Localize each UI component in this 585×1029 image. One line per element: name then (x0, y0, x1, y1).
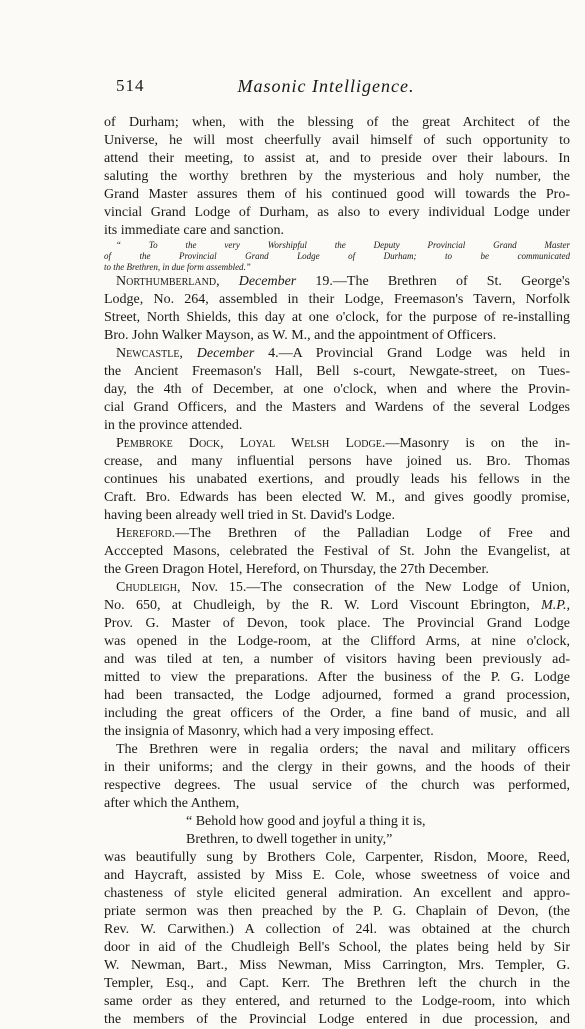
text-line (104, 957, 570, 975)
text-line (104, 741, 570, 759)
text-line (104, 669, 570, 687)
text-line (104, 1011, 570, 1029)
page-header (116, 76, 536, 98)
text-line (104, 543, 570, 561)
text-line (104, 705, 570, 723)
text-span: attend their meeting, to assist at, and to preside over their labours. In (104, 151, 570, 166)
text-span: W. Newman, Bart., Miss Newman, Miss Carrington, Mrs. Templer, G. (104, 958, 570, 973)
text-span: Universe, he will most cheerfully avail himself of such opportunity to (104, 133, 570, 148)
text-span: continues his unabated exertions, and proudly leads his fellows in the (104, 472, 570, 487)
text-span: Lodge, No. 264, assembled in their Lodge, Freemason's Tavern, Norfolk (104, 292, 570, 307)
text-line (104, 435, 570, 453)
text-span: Chudleigh, (116, 580, 181, 595)
text-span: Craft. Bro. Edwards has been elected W. M., and gives goodly promise, (104, 490, 570, 505)
text-line (104, 975, 570, 993)
text-line (104, 903, 570, 921)
text-span: Hereford. (116, 526, 176, 541)
text-span: cial Grand Officers, and the Masters and Wardens of the several Lodges (104, 400, 570, 415)
text-line (104, 327, 570, 345)
text-line (104, 240, 570, 251)
text-line (104, 399, 570, 417)
text-line (104, 651, 570, 669)
text-span: respective degrees. The usual service of the church was performed, (104, 778, 570, 793)
quote-line (104, 831, 570, 849)
quote-line (104, 813, 570, 831)
text-line (104, 921, 570, 939)
text-span: priate sermon was then preached by the P. G. Chaplain of Devon, (the (104, 904, 570, 919)
text-line (104, 597, 570, 615)
text-span: the insignia of Masonry, which had a very imposing effect. (104, 724, 434, 739)
text-span: Nov. 15.—The consecration of the New Lodge of Union, (180, 580, 570, 595)
text-line (104, 525, 570, 543)
text-span: day, the 4th of December, at one o'clock, when and where the Provin- (104, 382, 570, 397)
text-line (104, 150, 570, 168)
text-span: including the great officers of the Order, a fine band of music, and all (104, 706, 570, 721)
text-span: Prov. G. Master of Devon, took place. The Provincial Grand Lodge (104, 616, 570, 631)
text-span: crease, and many influential persons have joined us. Bro. Thomas (104, 454, 570, 469)
text-line (104, 309, 570, 327)
text-span: Pembroke Dock, Loyal Welsh Lodge. (116, 436, 386, 451)
text-line (104, 687, 570, 705)
text-line (104, 561, 570, 579)
text-line (104, 633, 570, 651)
text-span: 19.—The Brethren of St. George's (296, 274, 570, 289)
text-line (104, 363, 570, 381)
running-title: Masonic Intelligence. (237, 76, 415, 96)
text-line (104, 132, 570, 150)
text-line (104, 993, 570, 1011)
text-span: same order as they entered, and returned to the Lodge-room, into which (104, 994, 570, 1009)
text-line (104, 168, 570, 186)
text-line (104, 795, 570, 813)
text-line (104, 453, 570, 471)
text-line (104, 615, 570, 633)
text-span: mitted to view the preparations. After the business of the P. G. Lodge (104, 670, 570, 685)
text-span: Brethren, to dwell together in unity,” (186, 832, 393, 847)
text-span: No. 650, at Chudleigh, by the R. W. Lord Viscount Ebrington, (104, 598, 542, 613)
text-span: —Masonry is on the in- (385, 436, 571, 451)
page-number: 514 (116, 76, 145, 95)
text-span: had been transacted, the Lodge adjourned, formed a grand procession, (104, 688, 570, 703)
text-span: after which the Anthem, (104, 796, 240, 811)
text-span: the members of the Provincial Lodge entered in due procession, and (104, 1012, 570, 1027)
text-line (104, 867, 570, 885)
text-line (104, 291, 570, 309)
text-span: Templer, Esq., and Capt. Kerr. The Brethren left the church in the (104, 976, 570, 991)
text-span: to the Brethren, in due form assembled.” (104, 262, 251, 272)
text-span: the Ancient Freemason's Hall, Bell s-court, Newgate-street, on Tues- (104, 364, 570, 379)
text-line (104, 759, 570, 777)
text-line (104, 114, 570, 132)
text-line (104, 723, 570, 741)
text-span: the Green Dragon Hotel, Hereford, on Thursday, the 27th December. (104, 562, 489, 577)
text-span: —The Brethren of the Palladian Lodge of Free and (175, 526, 570, 541)
text-span: of Durham; when, with the blessing of the great Architect of the (104, 115, 570, 130)
text-line (104, 381, 570, 399)
text-line (104, 507, 570, 525)
text-span: having been already well tried in St. David's Lodge. (104, 508, 395, 523)
text-span (183, 346, 197, 361)
text-line (104, 777, 570, 795)
text-span: Acccepted Masons, celebrated the Festival of St. John the Evangelist, at (104, 544, 570, 559)
text-span: was beautifully sung by Brothers Cole, Carpenter, Risdon, Moore, Reed, (104, 850, 570, 865)
text-span: in the province attended. (104, 418, 243, 433)
text-line (104, 186, 570, 204)
text-line (104, 251, 570, 262)
text-span: of the Provincial Grand Lodge of Durham; to be communicated (104, 251, 570, 261)
text-span: The Brethren were in regalia orders; the naval and military officers (116, 742, 570, 757)
text-span: Rev. W. Carwithen.) A collection of 24l. was obtained at the church (104, 922, 570, 937)
text-line (104, 885, 570, 903)
text-span: Newcastle, (116, 346, 183, 361)
text-line (104, 579, 570, 597)
text-span: Street, North Shields, this day at one o'clock, for the purpose of re-installing (104, 310, 570, 325)
text-span: 4.—A Provincial Grand Lodge was held in (254, 346, 570, 361)
text-span: its immediate care and sanction. (104, 223, 284, 238)
text-line (104, 939, 570, 957)
text-span: vincial Grand Lodge of Durham, as also to every individual Lodge under (104, 205, 570, 220)
text-span: December (196, 346, 255, 361)
text-span: chasteness of style elicited general admiration. An excellent and appro- (104, 886, 570, 901)
text-line (104, 417, 570, 435)
text-line (104, 345, 570, 363)
text-line (104, 222, 570, 240)
text-span: and was tiled at ten, a number of visitors having been previously ad- (104, 652, 570, 667)
text-span (220, 274, 239, 289)
text-span: M.P., (541, 598, 570, 613)
text-line (104, 273, 570, 291)
text-span: door in aid of the Chudleigh Bell's School, the plates being held by Sir (104, 940, 570, 955)
text-span: Northumberland, (116, 274, 220, 289)
text-span: was opened in the Lodge-room, at the Clifford Arms, at nine o'clock, (104, 634, 570, 649)
page-body (104, 114, 570, 1029)
text-span: and Haycraft, assisted by Miss E. Cole, whose sweetness of voice and (104, 868, 570, 883)
text-line (104, 849, 570, 867)
text-span: “ To the very Worshipful the Deputy Provincial Grand Master (116, 240, 570, 250)
text-span: December (238, 274, 297, 289)
text-line (104, 489, 570, 507)
text-line (104, 204, 570, 222)
text-line (104, 262, 570, 273)
text-span: in their uniforms; and the clergy in their gowns, and the hoods of their (104, 760, 570, 775)
text-line (104, 471, 570, 489)
text-span: saluting the worthy brethren by the mysterious and holy number, the (104, 169, 570, 184)
text-span: “ Behold how good and joyful a thing it is, (186, 814, 426, 829)
text-span: Grand Master assures them of his continued good will towards the Pro- (104, 187, 570, 202)
text-span: Bro. John Walker Mayson, as W. M., and the appointment of Officers. (104, 328, 497, 343)
